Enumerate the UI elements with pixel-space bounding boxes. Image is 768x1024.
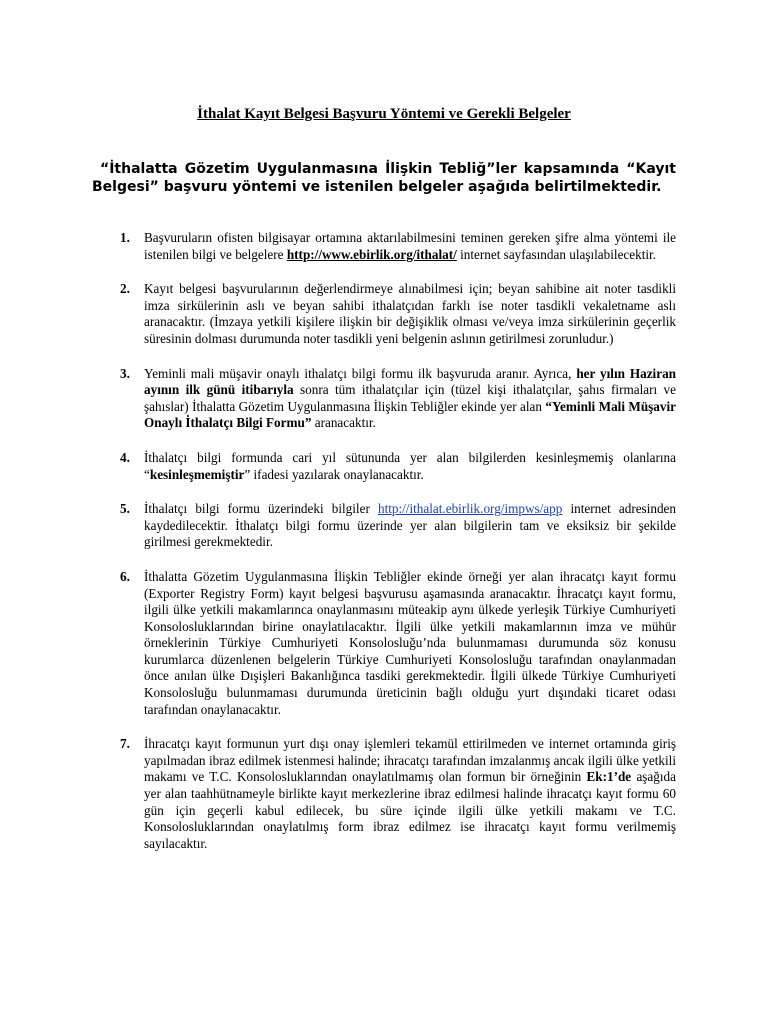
list-item-text: Kayıt belgesi başvurularının değerlendirmeye alınabilmesi için; beyan sahibine ait noter tasdikli imza sirkülerinin aslı ve beyan sahibi ithalatçıdan farklı ise noter tasdikli vekaletname aslı aranacaktır. (İmzaya yetkili kişilere ilişkin bir değişiklik olması ve/veya imza sirkülerinin geçerlik süresinin dolması durumunda noter tasdikli yeni belgenin aslının getirilmesi zorunludur.) [144, 281, 676, 346]
list-item [108, 366, 676, 432]
list-item [108, 281, 676, 347]
list-item-number: 6. [120, 568, 130, 584]
list-item-text: İhracatçı kayıt formunun yurt dışı onay işlemleri tekamül ettirilmeden ve internet ortamında giriş yapılmadan ibraz edilmek istenmesi halinde; ihracatçı tarafından imzalanmış ancak ilgili ülke yetkili makamı ve T.C. Konsolosluklarından onaylatılmamış olan formun bir örneğinin Ek:1’de aşağıda yer alan taahhütnameyle birlikte kayıt merkezlerine ibraz edilmesi halinde ihracatçı kayıt formu 60 gün için geçerli kabul edilecek, bu süre içinde ilgili ülke yetkili makamı ve T.C. Konsolosluklarından onaylatılmış form ibraz edilmez ise ihracatçı kayıt formu verilmemiş sayılacaktır. [144, 736, 676, 851]
list-item-text: Başvuruların ofisten bilgisayar ortamına aktarılabilmesini teminen gereken şifre alma yöntemi ile istenilen bilgi ve belgelere http://www.ebirlik.org/ithalat/ internet sayfasından ulaşılabilecektir. [144, 230, 676, 262]
requirements-list [108, 230, 676, 852]
list-item [108, 501, 676, 551]
list-item-number: 7. [120, 736, 130, 752]
list-item-number: 5. [120, 501, 130, 517]
list-item-text: İthalatçı bilgi formunda cari yıl sütununda yer alan bilgilerden kesinleşmemiş olanlarına “kesinleşmemiştir” ifadesi yazılarak onaylanacaktır. [144, 449, 676, 482]
list-item-text: Yeminli mali müşavir onaylı ithalatçı bilgi formu ilk başvuruda aranır. Ayrıca, her yılın Haziran ayının ilk günü itibarıyla sonra tüm ithalatçılar için (tüzel kişi ithalatçılar, şahıs firmaları ve şahıslar) İthalatta Gözetim Uygulanmasına İlişkin Tebliğler ekinde yer alan “Yeminli Mali Müşavir Onaylı İthalatçı Bilgi Formu” aranacaktır. [144, 365, 676, 431]
list-item [108, 230, 676, 263]
list-item-text: İthalatçı bilgi formu üzerindeki bilgiler http://ithalat.ebirlik.org/impws/app internet adresinden kaydedilecektir. İthalatçı bilgi formu üzerinde yer alan bilgilerin tam ve eksiksiz bir şekilde girilmesi gerekmektedir. [144, 501, 676, 550]
list-item-number: 2. [120, 281, 130, 297]
list-item-number: 4. [120, 449, 130, 465]
list-item-text: İthalatta Gözetim Uygulanmasına İlişkin Tebliğler ekinde örneği yer alan ihracatçı kayıt formu (Exporter Registry Form) kayıt belgesi başvurusu aşamasında aranacaktır. İhracatçı kayıt formu, ilgili ülke yetkili makamlarınca onaylanmasını müteakip aynı ülkede yerleşik Türkiye Cumhuriyeti Konsolosluklarından birine onaylatılacaktır. İlgili ülke yetkili makamlarının imza ve mühür örneklerinin Türkiye Cumhuriyeti Konsolosluğu’nda bulunmaması durumunda söz konusu kurumlarca düzenlenen belgelerin Türkiye Cumhuriyeti Konsolosluğu tarafından onaylanmadan önce anılan ülke Dışişleri Bakanlığınca tasdiki gerekmektedir. İlgili ülkede Türkiye Cumhuriyeti Konsolosluğu bulunmaması durumunda üreticinin bağlı olduğu yurt dışındaki ticaret odası tarafından onaylanacaktır. [144, 568, 676, 717]
ebirlik-ithalat-link[interactable]: http://www.ebirlik.org/ithalat/ [286, 246, 457, 262]
list-item [108, 450, 676, 483]
list-item-number: 1. [120, 230, 130, 245]
list-item [108, 569, 676, 718]
list-item-number: 3. [120, 365, 130, 381]
page-title: İthalat Kayıt Belgesi Başvuru Yöntemi ve Gerekli Belgeler [197, 106, 571, 122]
impws-app-link[interactable]: http://ithalat.ebirlik.org/impws/app [377, 501, 563, 517]
list-item [108, 736, 676, 852]
intro-paragraph: “İthalatta Gözetim Uygulanmasına İlişkin Tebliğ”ler kapsamında “Kayıt Belgesi” başvuru yöntemi ve istenilen belgeler aşağıda belirtilmektedir. [92, 161, 676, 195]
